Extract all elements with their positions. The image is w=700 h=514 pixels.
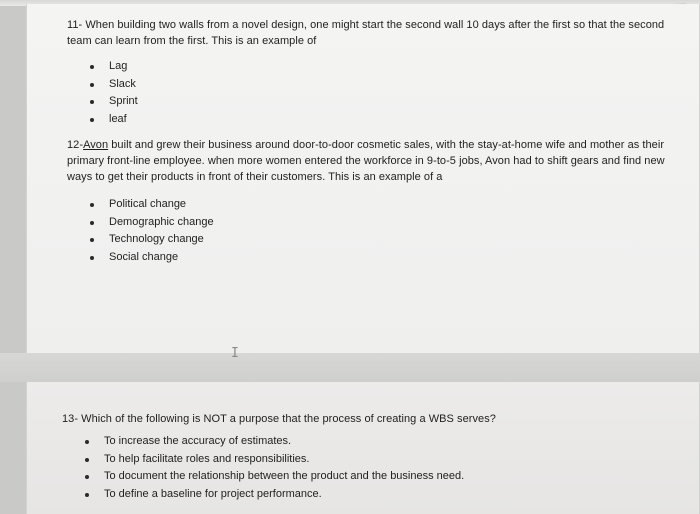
question-12-body: built and grew their business around door-to-door cosmetic sales, with the stay-at-home wife and mother as their primary front-line employee. when more women entered the workforce in 9-to-5 jobs, Avon had to shift gears and find new ways to get their products in front of their customers. This is an example of a xyxy=(67,139,665,183)
panel-separator xyxy=(0,353,700,382)
question-13-text: 13- Which of the following is NOT a purpose that the process of creating a WBS serves? xyxy=(62,413,496,425)
option-leaf[interactable]: leaf xyxy=(88,111,138,129)
question-11-text: 11- When building two walls from a novel design, one might start the second wall 10 days after the first so that the second team can learn from the first. This is an example of xyxy=(67,19,665,47)
text-cursor-icon: I xyxy=(231,346,239,361)
avon-link[interactable]: Avon xyxy=(83,139,109,151)
question-11-options xyxy=(88,58,138,128)
option-slack[interactable]: Slack xyxy=(88,76,138,94)
option-social-change[interactable]: Social change xyxy=(88,249,214,267)
option-define-baseline[interactable]: To define a baseline for project performance. xyxy=(83,486,464,504)
question-12-text xyxy=(67,137,682,185)
option-technology-change[interactable]: Technology change xyxy=(88,231,214,249)
question-12-options xyxy=(88,196,214,266)
option-document-relationship[interactable]: To document the relationship between the product and the business need. xyxy=(83,468,464,486)
option-sprint[interactable]: Sprint xyxy=(88,93,138,111)
option-facilitate-roles[interactable]: To help facilitate roles and responsibilities. xyxy=(83,451,464,469)
option-political-change[interactable]: Political change xyxy=(88,196,214,214)
option-increase-accuracy[interactable]: To increase the accuracy of estimates. xyxy=(83,433,464,451)
option-demographic-change[interactable]: Demographic change xyxy=(88,214,214,232)
question-12-number: 12- xyxy=(67,139,84,151)
option-lag[interactable]: Lag xyxy=(88,58,138,76)
question-13-options xyxy=(83,433,464,503)
